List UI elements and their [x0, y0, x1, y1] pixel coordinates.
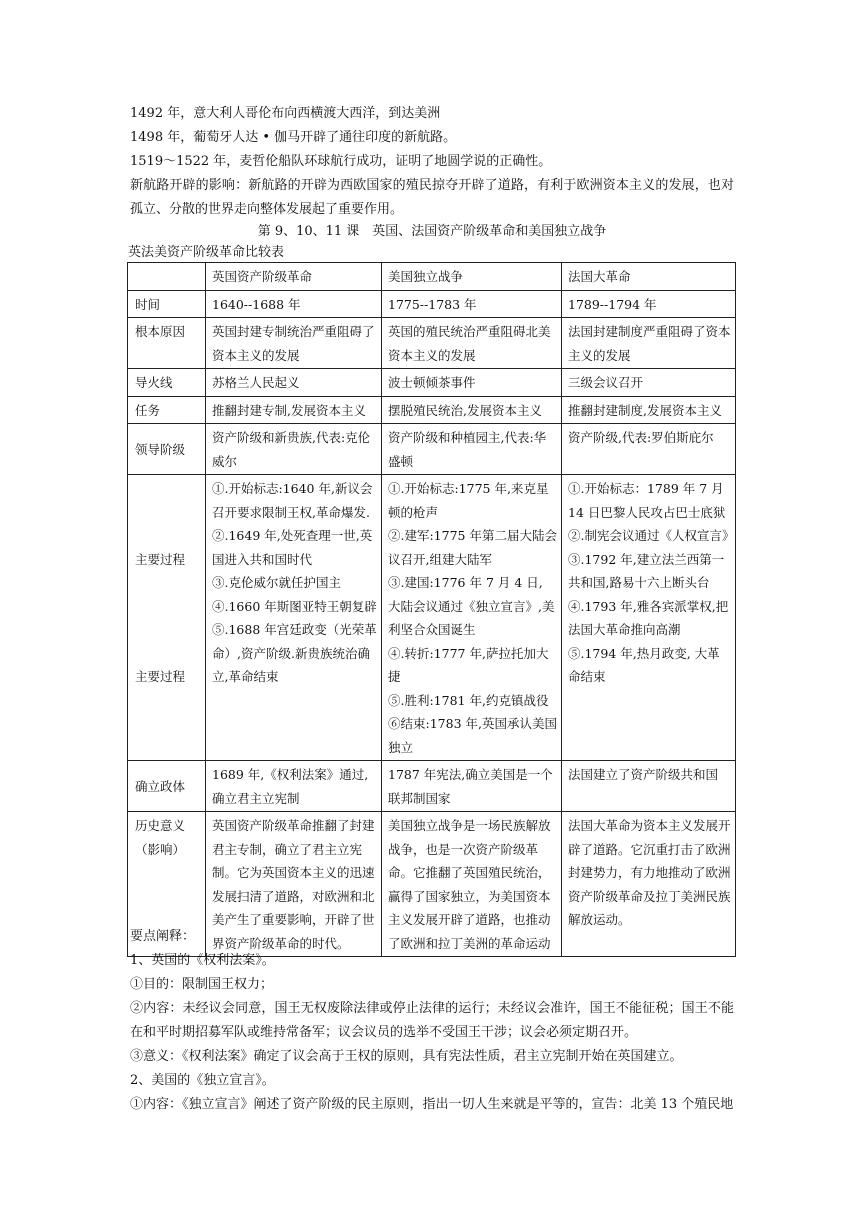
notes-heading: 要点阐释： [130, 929, 196, 944]
cell-american-significance: 美国独立战争是一场民族解放战争，也是一次资产阶级革命。它推翻了英国殖民统治，赢得了国家独立，为美国资本主义发展开辟了道路，也推动了欧洲和拉丁美洲的革命运动 [382, 812, 562, 957]
table-row-significance [128, 812, 736, 957]
intro-line-1: 1492 年，意大利人哥伦布向西横渡大西洋，到达美洲 [130, 106, 441, 121]
american-step-6: ⑥结束:1783 年,英国承认美国独立 [388, 716, 557, 755]
cell-american-trigger: 波士顿倾茶事件 [382, 369, 562, 397]
cell-english-regime: 1689 年,《权利法案》通过,确立君主立宪制 [206, 761, 382, 812]
english-step-2: ②.1649 年,处死查理一世,英国进入共和国时代 [212, 528, 373, 567]
row-label-leading-class: 领导阶级 [128, 424, 206, 475]
row-label-task: 任务 [128, 396, 206, 424]
header-cell-english: 英国资产阶级革命 [206, 263, 382, 291]
table-row-regime [128, 761, 736, 812]
significance-label-1: 历史意义 [135, 818, 186, 833]
row-label-regime: 确立政体 [128, 761, 206, 812]
cell-french-time: 1789--1794 年 [562, 290, 736, 318]
english-step-4: ④.1660 年斯图亚特王朝复辟 [212, 598, 377, 614]
cell-american-leader: 资产阶级和种植园主,代表:华盛顿 [382, 424, 562, 475]
table-header-row [128, 263, 736, 291]
notes-item2-title: 2、美国的《独立宣言》。 [130, 1073, 275, 1088]
american-step-5: ⑤.胜利:1781 年,约克镇战役 [388, 692, 549, 708]
table-caption: 英法美资产阶级革命比较表 [128, 245, 285, 260]
table-row [128, 369, 736, 397]
significance-label-2: （影响） [135, 841, 186, 857]
cell-french-task: 推翻封建制度,发展资本主义 [562, 396, 736, 424]
row-label-trigger: 导火线 [128, 369, 206, 397]
notes-item2-content: ①内容：《独立宣言》阐述了资产阶级的民主原则，指出一切人生来就是平等的，宣告：北美 13 个殖民地 [130, 1097, 734, 1112]
intro-line-2: 1498 年，葡萄牙人达 • 伽马开辟了通往印度的新航路。 [130, 130, 457, 145]
cell-english-task: 推翻封建专制,发展资本主义 [206, 396, 382, 424]
cell-french-cause: 法国封建制度严重阻碍了资本主义的发展 [562, 318, 736, 369]
table-row [128, 396, 736, 424]
english-step-5: ⑤.1688 年宫廷政变（光荣革命）,资产阶级.新贵族统治确立,革命结束 [212, 622, 377, 684]
notes-item1-meaning: ③意义：《权利法案》确定了议会高于王权的原则，具有宪法性质，君主立宪制开始在英国建立。 [130, 1049, 683, 1064]
french-step-5: ⑤.1794 年,热月政变, 大革命结束 [568, 645, 720, 684]
american-step-4: ④.转折:1777 年,萨拉托加大捷 [388, 645, 549, 684]
row-label-process-top: 主要过程 [135, 552, 186, 567]
cell-french-process [562, 475, 736, 761]
french-step-4: ④.1793 年,雅各宾派掌权,把法国大革命推向高潮 [568, 598, 729, 637]
cell-american-task: 摆脱殖民统治,发展资本主义 [382, 396, 562, 424]
cell-american-time: 1775--1783 年 [382, 290, 562, 318]
table-row [128, 318, 736, 369]
row-label-process-bottom: 主要过程 [135, 669, 186, 684]
cell-english-time: 1640--1688 年 [206, 290, 382, 318]
table-row [128, 424, 736, 475]
notes-item1-purpose: ①目的：限制国王权力； [130, 977, 274, 992]
cell-english-trigger: 苏格兰人民起义 [206, 369, 382, 397]
american-step-3b: 大陆会议通过《独立宣言》,美利坚合众国诞生 [388, 598, 555, 637]
notes-item1-title: 1、英国的《权利法案》。 [130, 953, 275, 968]
cell-french-regime: 法国建立了资产阶级共和国 [562, 761, 736, 812]
header-cell-french: 法国大革命 [562, 263, 736, 291]
american-step-2: ②.建军:1775 年第二届大陆会议召开,组建大陆军 [388, 528, 557, 567]
header-cell-american: 美国独立战争 [382, 263, 562, 291]
table-row-process [128, 475, 736, 761]
intro-line-3: 1519～1522 年，麦哲伦船队环球航行成功，证明了地圆学说的正确性。 [130, 154, 552, 169]
american-step-1: ①.开始标志:1775 年,来克星顿的枪声 [388, 481, 549, 520]
header-cell-empty [128, 263, 206, 291]
cell-english-leader: 资产阶级和新贵族,代表:克伦威尔 [206, 424, 382, 475]
cell-french-leader: 资产阶级,代表:罗伯斯庇尔 [562, 424, 736, 475]
english-step-1: ①.开始标志:1640 年,新议会召开要求限制王权,革命爆发. [212, 481, 373, 520]
french-step-3: ③.1792 年,建立法兰西第一共和国,路易十六上断头台 [568, 551, 725, 590]
row-label-time: 时间 [128, 290, 206, 318]
notes-item1-content: ②内容：未经议会同意，国王无权废除法律或停止法律的运行；未经议会准许，国王不能征税；国王不能在和平时期招募军队或维持常备军；议会议员的选举不受国王干涉；议会必须定期召开。 [130, 1001, 734, 1040]
row-label-root-cause: 根本原因 [128, 318, 206, 369]
influence-paragraph: 新航路开辟的影响：新航路的开辟为西欧国家的殖民掠夺开辟了道路，有利于欧洲资本主义的发展，也对孤立、分散的世界走向整体发展起了重要作用。 [130, 178, 734, 217]
french-step-1: ①.开始标志：1789 年 7 月 14 日巴黎人民攻占巴士底狱 [568, 481, 726, 520]
row-label-process-cell [128, 475, 206, 761]
english-step-3: ③.克伦威尔就任护国主 [212, 575, 341, 590]
cell-english-cause: 英国封建专制统治严重阻碍了资本主义的发展 [206, 318, 382, 369]
cell-american-process [382, 475, 562, 761]
cell-american-regime: 1787 年宪法,确立美国是一个联邦制国家 [382, 761, 562, 812]
cell-english-process [206, 475, 382, 761]
cell-french-significance: 法国大革命为资本主义发展开辟了道路。它沉重打击了欧洲封建势力，有力地推动了欧洲资产阶级革命及拉丁美洲民族解放运动。 [562, 812, 736, 957]
table-row [128, 290, 736, 318]
cell-american-cause: 英国的殖民统治严重阻碍北美资本主义的发展 [382, 318, 562, 369]
french-step-2: ②.制宪会议通过《人权宣言》 [568, 528, 735, 543]
comparison-table [127, 262, 736, 957]
american-step-3: ③.建国:1776 年 7 月 4 日, [388, 575, 543, 590]
section-title: 第 9、10、11 课 英国、法国资产阶级革命和美国独立战争 [257, 224, 607, 239]
cell-english-significance: 英国资产阶级革命推翻了封建君主专制，确立了君主立宪制。它为英国资本主义的迅速发展扫清了道路，对欧洲和北美产生了重要影响，开辟了世界资产阶级革命的时代。 [206, 812, 382, 957]
cell-french-trigger: 三级会议召开 [562, 369, 736, 397]
